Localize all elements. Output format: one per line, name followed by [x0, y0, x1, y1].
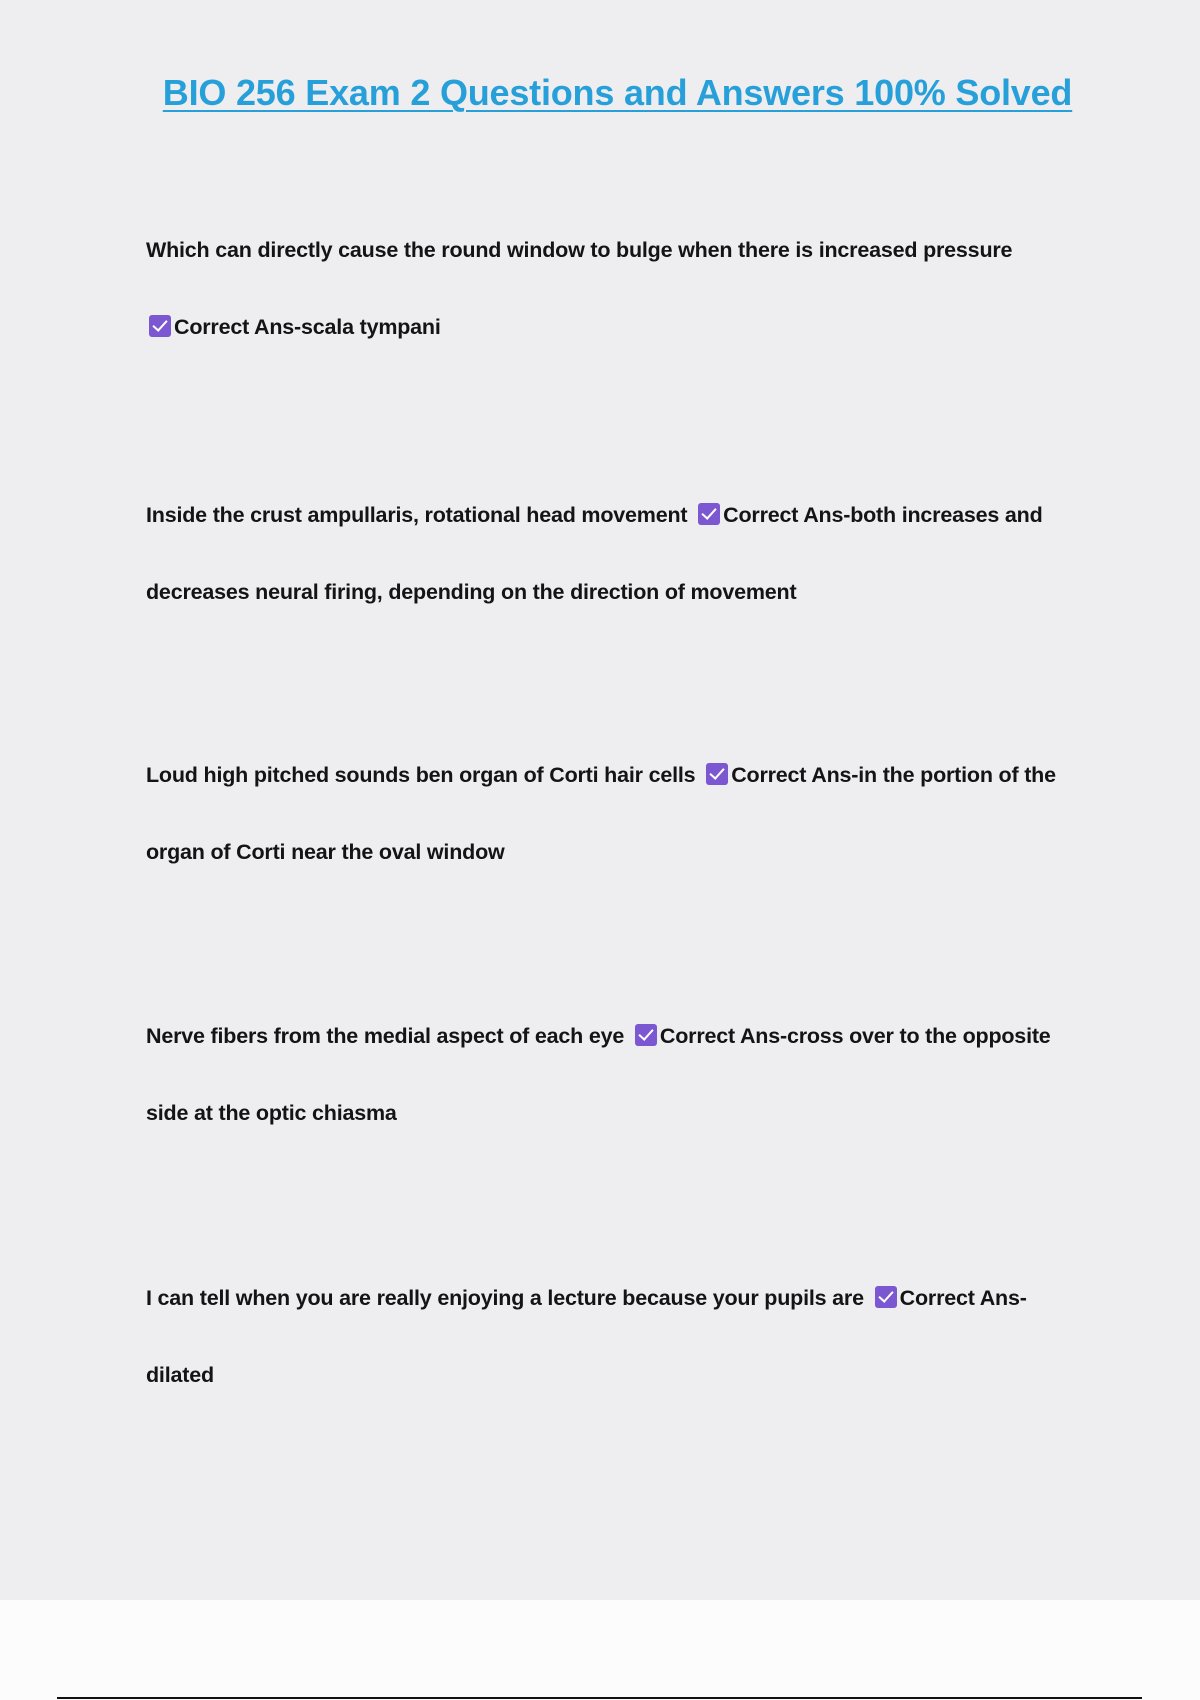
question-text: Which can directly cause the round window to bulge when there is increased pressure: [146, 238, 1013, 262]
document-title: BIO 256 Exam 2 Questions and Answers 100% Solved: [162, 72, 1073, 113]
checkbox-checked-icon: [698, 503, 720, 525]
qa-item-2: [146, 477, 1066, 631]
answer-prefix: Correct Ans-: [731, 763, 859, 787]
qa-item-4: [146, 998, 1066, 1152]
qa-item-1: [146, 212, 1066, 366]
answer-text: dilated: [146, 1363, 214, 1387]
qa-item-3: [146, 737, 1066, 891]
answer-prefix: Correct Ans-: [659, 1024, 787, 1048]
answer-text: in the portion of the organ of Corti near the oval window: [146, 763, 1056, 864]
answer-text: both increases and decreases neural firing, depending on the direction of movement: [146, 503, 1043, 604]
question-text: I can tell when you are really enjoying a lecture because your pupils are: [146, 1286, 864, 1310]
qa-item-5: [146, 1260, 1066, 1414]
answer-line: [146, 289, 1066, 366]
checkbox-checked-icon: [635, 1024, 657, 1046]
answer-text: scala tympani: [301, 315, 441, 339]
checkbox-checked-icon: [875, 1286, 897, 1308]
answer-prefix: Correct Ans-: [174, 315, 302, 339]
footer-rule: [57, 1697, 1142, 1699]
question-text: Loud high pitched sounds ben organ of Corti hair cells: [146, 763, 696, 787]
checkbox-checked-icon: [149, 315, 171, 337]
checkbox-checked-icon: [706, 763, 728, 785]
answer-text: cross over to the opposite side at the optic chiasma: [146, 1024, 1051, 1125]
question-text: Inside the crust ampullaris, rotational head movement: [146, 503, 688, 527]
question-text: Nerve fibers from the medial aspect of each eye: [146, 1024, 625, 1048]
page-footer: [0, 1600, 1200, 1700]
answer-prefix: Correct Ans-: [723, 503, 851, 527]
answer-prefix: Correct Ans-: [899, 1286, 1027, 1310]
